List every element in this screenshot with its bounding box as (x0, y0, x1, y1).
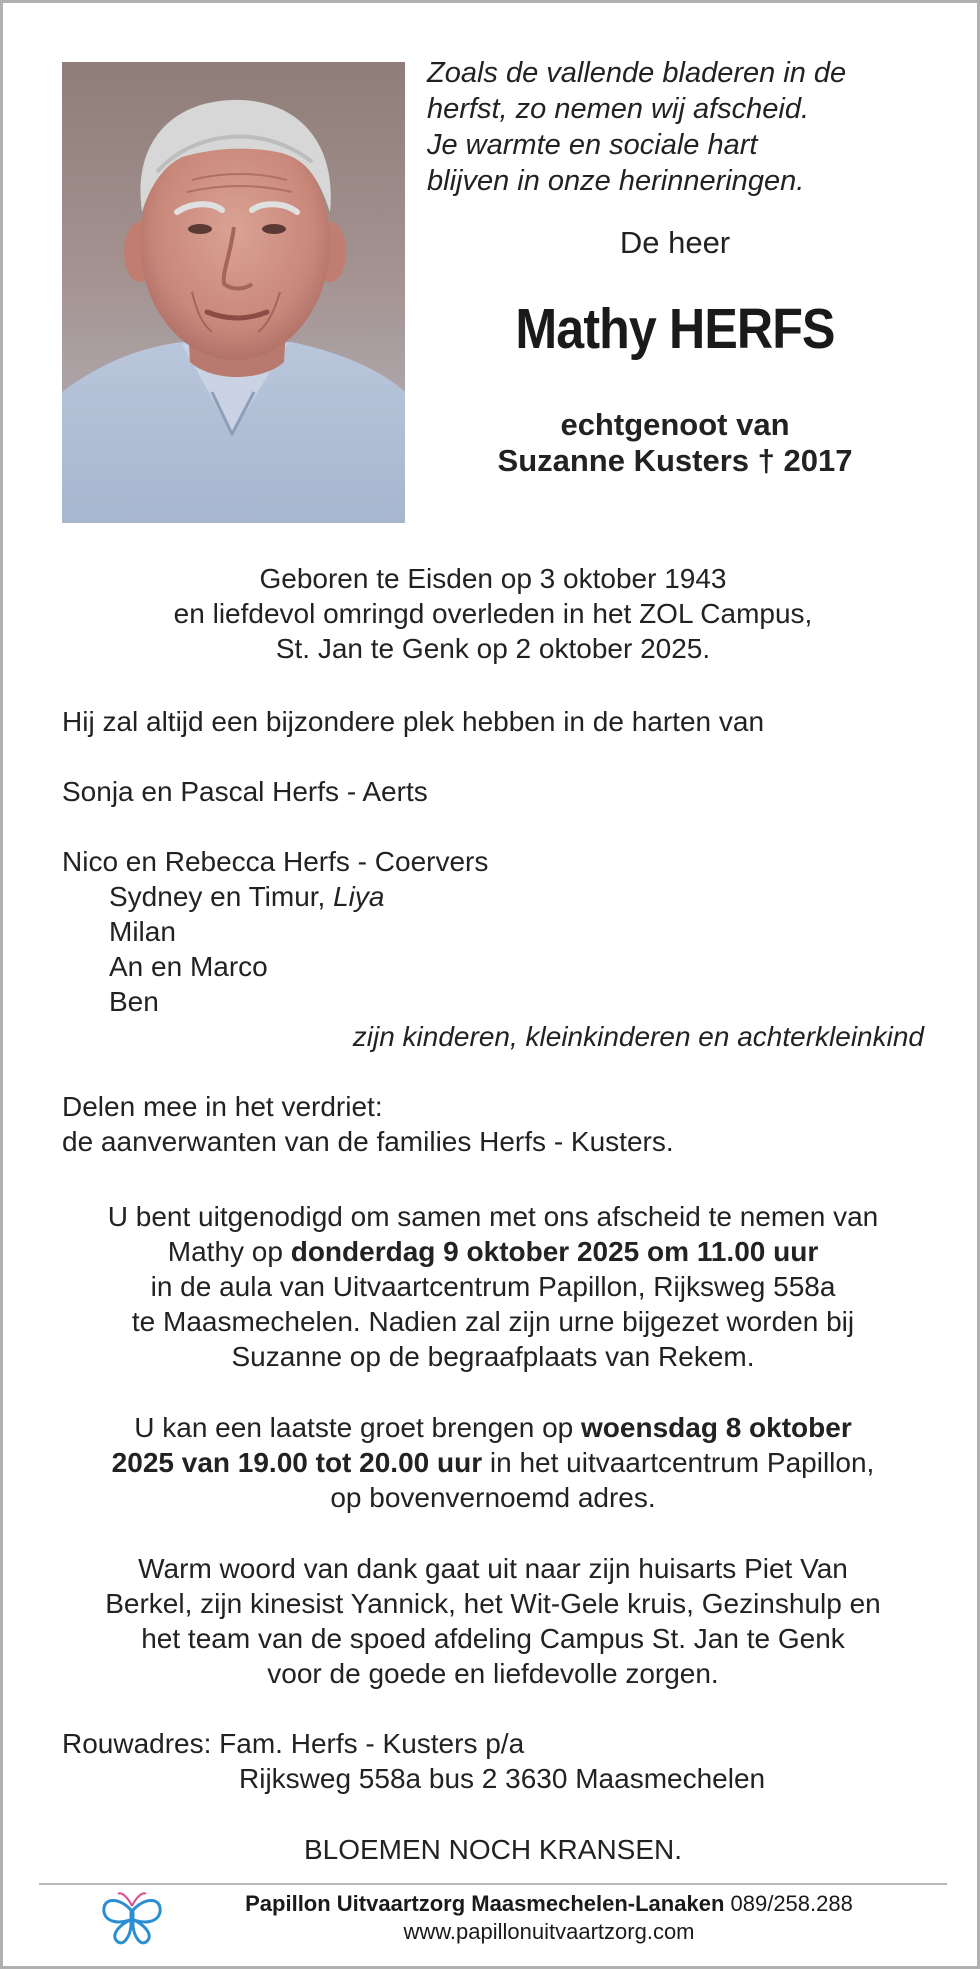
farewell-info (43, 1199, 943, 1374)
footer-company-line (179, 1890, 919, 1918)
company-website[interactable]: www.papillonuitvaartzorg.com (403, 1919, 695, 1944)
farewell-line: te Maasmechelen. Nadien zal zijn urne bijgezet worden bij (131, 1306, 855, 1337)
mourning-address (62, 1726, 942, 1796)
visit-text: in het uitvaartcentrum Papillon, (482, 1447, 875, 1478)
family-section (62, 704, 942, 1159)
visit-line (43, 1410, 943, 1445)
family-grandchild: Ben (109, 986, 159, 1017)
intro-line: Hij zal altijd een bijzondere plek hebben in de harten van (62, 706, 765, 737)
thanks-line: voor de goede en liefdevolle zorgen. (267, 1658, 719, 1689)
farewell-text: Mathy op (167, 1236, 291, 1267)
address-line: Rouwadres: Fam. Herfs - Kusters p/a (62, 1728, 525, 1759)
visit-date: woensdag 8 oktober (581, 1412, 852, 1443)
title-prefix: De heer (619, 225, 731, 260)
farewell-line: U bent uitgenodigd om samen met ons afscheid te nemen van (107, 1201, 879, 1232)
thanks-line: Berkel, zijn kinesist Yannick, het Wit-Gele kruis, Gezinshulp en (105, 1588, 881, 1619)
great-grandchild-name: Liya (333, 881, 385, 912)
company-phone: 089/258.288 (724, 1891, 853, 1916)
farewell-date: donderdag 9 oktober 2025 om 11.00 uur (290, 1236, 819, 1267)
portrait-illustration (62, 62, 405, 523)
poem-line: Je warmte en sociale hart (427, 129, 758, 161)
birth-line: en liefdevol omringd overleden in het ZOL Campus, (173, 598, 813, 629)
address-line: Rijksweg 558a bus 2 3630 Maasmechelen (239, 1763, 766, 1794)
company-name: Papillon Uitvaartzorg Maasmechelen-Lanaken (245, 1891, 725, 1916)
birth-death-info (43, 561, 943, 666)
footer-info (179, 1890, 919, 1946)
spouse-line: echtgenoot van (560, 407, 790, 442)
thanks-line: het team van de spoed afdeling Campus St. Jan te Genk (141, 1623, 845, 1654)
spouse-info (427, 407, 923, 479)
butterfly-logo-icon (98, 1890, 166, 1946)
footer-divider (39, 1883, 947, 1885)
portrait-photo (62, 62, 405, 523)
family-grandchild (62, 879, 942, 914)
visit-time: 2025 van 19.00 tot 20.00 uur (111, 1447, 483, 1478)
poem (427, 55, 947, 199)
birth-line: St. Jan te Genk op 2 oktober 2025. (275, 633, 711, 664)
family-signature: zijn kinderen, kleinkinderen en achterkleinkind (352, 1021, 924, 1052)
visit-info (43, 1410, 943, 1515)
thanks-line: Warm woord van dank gaat uit naar zijn huisarts Piet Van (138, 1553, 848, 1584)
family-child: Sonja en Pascal Herfs - Aerts (62, 776, 428, 807)
family-child: Nico en Rebecca Herfs - Coervers (62, 846, 489, 877)
share-line: Delen mee in het verdriet: (62, 1091, 383, 1122)
poem-line: herfst, zo nemen wij afscheid. (427, 93, 810, 125)
thanks-info (43, 1551, 943, 1691)
farewell-line: Suzanne op de begraafplaats van Rekem. (231, 1341, 755, 1372)
visit-line: op bovenvernoemd adres. (330, 1482, 656, 1513)
farewell-line (43, 1234, 943, 1269)
spouse-line: Suzanne Kusters † 2017 (497, 443, 853, 478)
visit-line (43, 1445, 943, 1480)
family-grandchild: An en Marco (109, 951, 268, 982)
grandchild-name: Sydney en Timur, (109, 881, 334, 912)
farewell-line: in de aula van Uitvaartcentrum Papillon, Rijksweg 558a (150, 1271, 836, 1302)
share-line: de aanverwanten van de families Herfs - Kusters. (62, 1126, 674, 1157)
deceased-name: Mathy HERFS (515, 297, 835, 361)
flowers-note: BLOEMEN NOCH KRANSEN. (303, 1834, 683, 1865)
poem-line: blijven in onze herinneringen. (427, 165, 805, 197)
visit-text: U kan een laatste groet brengen op (134, 1412, 582, 1443)
poem-line: Zoals de vallende bladeren in de (427, 57, 847, 89)
birth-line: Geboren te Eisden op 3 oktober 1943 (259, 563, 727, 594)
family-grandchild: Milan (109, 916, 176, 947)
